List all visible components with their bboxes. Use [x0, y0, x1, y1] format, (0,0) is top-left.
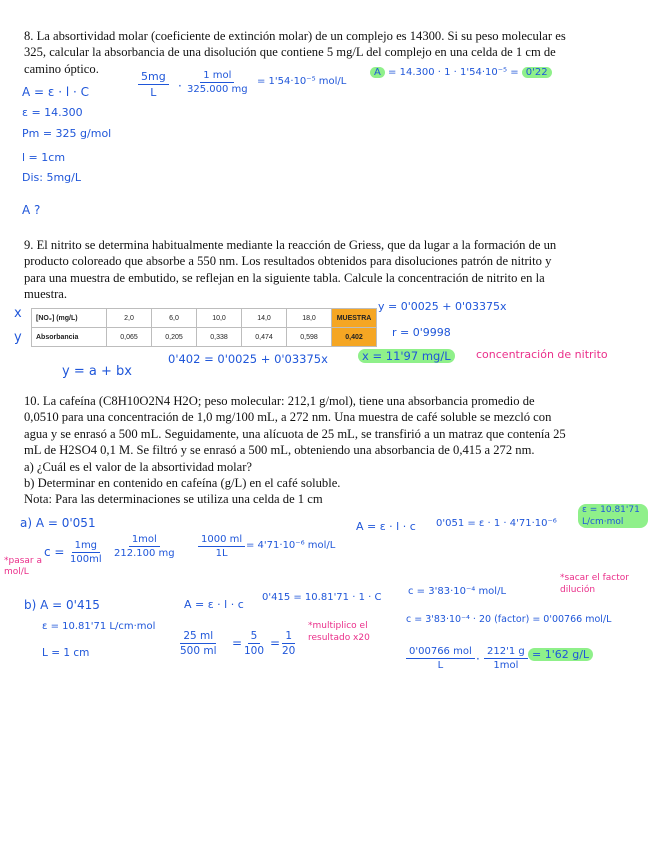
table-cell: 0,065 [107, 328, 152, 347]
hw-concentration: = 1'54·10⁻⁵ mol/L [257, 76, 347, 87]
hw-fraction [114, 534, 175, 559]
hw-fraction [70, 540, 102, 565]
hw-y-label: y [14, 330, 22, 345]
table-header-cell: Absorbancia [32, 328, 107, 347]
hw-dissolution: Dis: 5mg/L [22, 171, 81, 184]
fraction-numerator: 5mg [138, 70, 169, 85]
statement-line: para una muestra de embutido, se reflejan en la siguiente tabla. Calcule la concentración de nitrito en la [24, 270, 545, 285]
hw-fraction [244, 630, 264, 657]
hw-epsilon-result [578, 504, 648, 528]
fraction-denominator: 1mol [493, 660, 519, 671]
table-row [32, 328, 377, 347]
fraction-denominator: L [437, 660, 444, 671]
table-row [32, 309, 377, 328]
hw-part-b: b) A = 0'415 [24, 598, 100, 612]
hw-concentration: c = 3'83·10⁻⁴ mol/L [408, 586, 507, 597]
hw-path-length: L = 1 cm [42, 647, 90, 659]
highlight: = 1'62 g/L [528, 648, 593, 661]
table-cell: 0,598 [287, 328, 332, 347]
hw-annotation: *pasar a mol/L [4, 556, 43, 577]
table-cell: 14,0 [242, 309, 287, 328]
statement-line: camino óptico. [24, 61, 99, 76]
fraction-denominator: L [150, 86, 157, 99]
statement-line: muestra. [24, 287, 68, 302]
fraction-numerator: 0'00766 mol [406, 646, 475, 659]
hw-formula: A = ε · l · c [356, 520, 416, 533]
hw-regression: y = 0'0025 + 0'03375x [378, 300, 507, 313]
statement-line: 9. El nitrito se determina habitualmente mediante la reacción de Griess, que da lugar a la formación de un [24, 238, 557, 252]
table-cell: 18,0 [287, 309, 332, 328]
hw-result [370, 67, 552, 78]
fraction-numerator: 1mg [72, 540, 100, 553]
fraction-denominator: 100ml [70, 554, 102, 565]
table-cell-muestra: MUESTRA [332, 309, 377, 328]
hw-formula: A = ε · l · c [184, 598, 244, 611]
hw-unknown: A ? [22, 203, 41, 217]
hw-fraction [138, 70, 169, 99]
hw-annotation: *sacar el factor dilución [560, 573, 629, 595]
hw-path-length: l = 1cm [22, 151, 66, 164]
highlight: A [370, 67, 385, 78]
highlight: ε = 10.81'71 L/cm·mol [578, 504, 648, 528]
table-header-cell: [NO₂] (mg/L) [32, 309, 107, 328]
statement-line: 0,0510 para una concentración de 1,0 mg/100 mL, a 272 nm. Una muestra de café soluble se mezcló con [24, 410, 552, 425]
fraction-numerator: 1mol [129, 534, 160, 547]
hw-molar-mass: Pm = 325 g/mol [22, 127, 112, 140]
fraction-numerator: 1 mol [200, 70, 234, 83]
hw-annotation: concentración de nitrito [476, 348, 608, 361]
hw-operator: = [232, 636, 243, 650]
hw-fraction [187, 70, 248, 95]
table-cell: 10,0 [197, 309, 242, 328]
hw-fraction [406, 646, 475, 671]
hw-fraction [180, 630, 217, 657]
hw-substitution: 0'415 = 10.81'71 · 1 · C [262, 592, 382, 603]
hw-correlation: r = 0'9998 [392, 326, 451, 339]
hw-formula: A = ε · l · C [22, 85, 89, 99]
hw-concentration: = 4'71·10⁻⁶ mol/L [246, 540, 336, 551]
statement-line: a) ¿Cuál es el valor de la absortividad molar? [24, 459, 252, 474]
hw-fraction [484, 646, 528, 671]
statement-line: mL de H2SO4 0,1 M. Se filtró y se enrasó a 500 mL, obteniendo una absorbancia de 0,415 a 272 nm. [24, 443, 535, 458]
hw-annotation: *multiplico el resultado x20 [308, 621, 370, 643]
hw-fraction [282, 630, 295, 657]
hw-final-result [528, 648, 593, 661]
hw-operator: · [178, 79, 182, 93]
hw-part-a: a) A = 0'051 [20, 516, 96, 530]
fraction-numerator: 5 [248, 630, 261, 644]
fraction-denominator: 325.000 mg [187, 84, 248, 95]
highlight: 0'22 [522, 67, 552, 78]
fraction-denominator: 100 [244, 645, 265, 657]
highlight: x = 11'97 mg/L [358, 349, 455, 363]
statement-line: Nota: Para las determinaciones se utiliza una celda de 1 cm [24, 492, 323, 507]
problem-10-statement [24, 393, 632, 508]
hw-result-expression: = 14.300 · 1 · 1'54·10⁻⁵ = [388, 67, 519, 78]
table-cell: 0,205 [152, 328, 197, 347]
fraction-numerator: 1000 ml [198, 534, 245, 547]
statement-line: agua y se enrasó a 500 mL. Seguidamente, una alícuota de 25 mL, se transfirió a un matraz que contenía 25 [24, 426, 566, 441]
statement-line: producto coloreado que absorbe a 550 nm. Los resultados obtenidos para disoluciones patrón de nitrito y [24, 254, 552, 269]
hw-epsilon: ε = 14.300 [22, 106, 83, 119]
fraction-denominator: 500 ml [180, 645, 217, 657]
hw-substitution: 0'051 = ε · 1 · 4'71·10⁻⁶ [436, 518, 557, 529]
hw-dilution-factor: c = 3'83·10⁻⁴ · 20 (factor) = 0'00766 mol/L [406, 614, 612, 625]
fraction-denominator: 212.100 mg [114, 548, 175, 559]
statement-line: 325, calcular la absorbancia de una disolución que contiene 5 mg/L del complejo en una celda de 1 cm de [24, 45, 556, 60]
statement-line: 10. La cafeína (C8H10O2N4 H2O; peso molecular: 212,1 g/mol), tiene una absorbancia promedio de [24, 394, 535, 408]
hw-operator: · [476, 652, 480, 666]
data-table [31, 308, 377, 347]
fraction-denominator: 20 [282, 645, 296, 657]
problem-9-statement [24, 237, 632, 303]
fraction-numerator: 212'1 g [484, 646, 528, 659]
table-cell: 6,0 [152, 309, 197, 328]
hw-fraction [198, 534, 245, 559]
hw-epsilon: ε = 10.81'71 L/cm·mol [42, 621, 156, 632]
fraction-numerator: 1 [282, 630, 295, 644]
hw-c-label: c = [44, 545, 65, 559]
hw-operator: = [270, 636, 281, 650]
statement-line: 8. La absortividad molar (coeficiente de extinción molar) de un complejo es 14300. Si su peso molecular es [24, 29, 566, 43]
table-cell: 2,0 [107, 309, 152, 328]
hw-x-result [358, 349, 455, 363]
fraction-denominator: 1L [215, 548, 228, 559]
hw-substitution: 0'402 = 0'0025 + 0'03375x [168, 352, 328, 366]
table-cell: 0,338 [197, 328, 242, 347]
table-cell-muestra: 0,402 [332, 328, 377, 347]
fraction-numerator: 25 ml [180, 630, 216, 644]
hw-x-label: x [14, 306, 22, 321]
table-cell: 0,474 [242, 328, 287, 347]
hw-linear-equation: y = a + bx [62, 364, 132, 379]
statement-line: b) Determinar en contenido en cafeína (g/L) en el café soluble. [24, 476, 341, 491]
